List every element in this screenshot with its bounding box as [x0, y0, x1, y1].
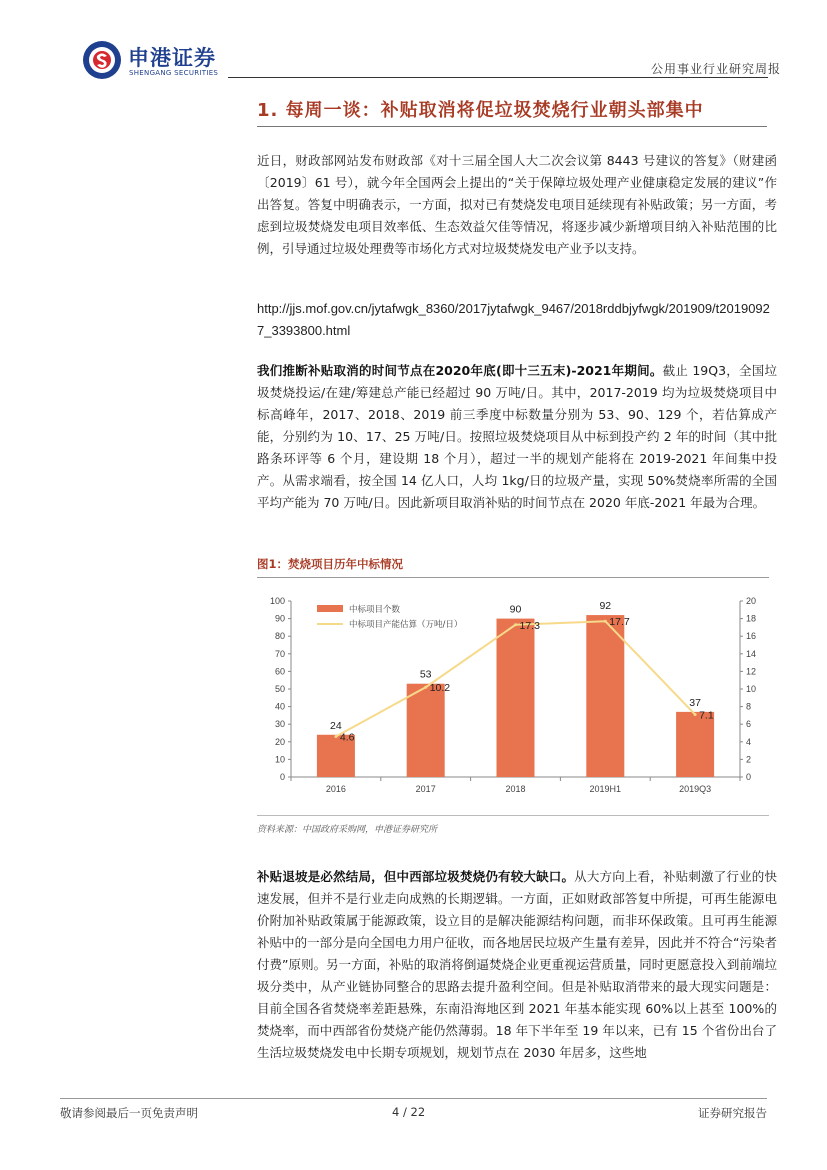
x-tick-label: 2019Q3 [679, 784, 712, 794]
brand-name-en: SHENGANG SECURITIES [129, 69, 219, 77]
left-tick-label: 40 [274, 701, 285, 712]
bar [497, 619, 535, 777]
bar-value-label: 24 [330, 719, 342, 732]
left-tick-label: 10 [274, 754, 285, 765]
right-tick-label: 4 [746, 736, 752, 747]
left-tick-label: 80 [274, 631, 285, 642]
line-point [694, 713, 697, 716]
shengang-logo-icon [82, 40, 122, 80]
report-type: 公用事业行业研究周报 [650, 62, 781, 76]
right-tick-label: 6 [746, 719, 752, 730]
line-value-label: 7.1 [699, 709, 714, 722]
bar [676, 709, 714, 777]
left-tick-label: 30 [274, 719, 285, 730]
figure-source: 资料来源：中国政府采购网，申港证券研究所 [257, 825, 438, 835]
left-tick-label: 0 [279, 772, 285, 782]
paragraph-timing [257, 360, 777, 514]
line-point [604, 620, 607, 623]
figure-divider [257, 577, 769, 578]
left-tick-label: 50 [274, 684, 285, 694]
legend-bar-swatch [317, 605, 343, 612]
x-tick-label: 2019H1 [589, 784, 622, 794]
right-tick-label: 2 [746, 754, 752, 765]
line-value-label: 17.7 [609, 616, 630, 629]
footer-divider [60, 1098, 767, 1099]
line-value-label: 17.3 [519, 619, 540, 632]
x-tick-label: 2018 [505, 784, 526, 794]
legend-line-label: 中标项目产能估算（万吨/日） [349, 620, 463, 630]
right-tick-label: 18 [746, 613, 757, 624]
line-point [334, 735, 337, 738]
x-tick-label: 2017 [415, 784, 436, 794]
paragraph-subsidy [257, 866, 777, 1064]
line-value-label: 4.6 [339, 731, 355, 744]
right-tick-label: 0 [746, 772, 752, 782]
section-title: 1. 每周一谈：补贴取消将促垃圾焚烧行业朝头部集中 [257, 100, 704, 121]
bar-value-label: 53 [419, 668, 432, 681]
bar-value-label: 90 [509, 603, 522, 616]
left-tick-label: 100 [269, 596, 285, 606]
paragraph-timing-lead: 我们推断补贴取消的时间节点在2020年底(即十三五末)-2021年期间。 [257, 363, 663, 378]
left-tick-label: 60 [274, 666, 285, 677]
right-tick-label: 12 [746, 666, 757, 677]
paragraph-intro: 近日，财政部网站发布财政部《对十三届全国人大二次会议第 8443 号建议的答复》（财建函〔2019〕61 号），就今年全国两会上提出的“关于保障垃圾处理产业健康稳定发展的建议”作出答复。答复中明确表示，一方面，拟对已有焚烧发电项目延续现有补贴政策；另一方面，考虑到垃圾焚烧发电项目效率低、生态效益欠佳等情况，将逐步减少新增项目纳入补贴范围的比例，引导通过垃圾处理费等市场化方式对垃圾焚烧发电产业予以支持。 [257, 153, 777, 256]
bid-projects-chart [257, 588, 769, 810]
bar-value-label: 92 [599, 600, 612, 613]
brand-name: 申港证券 [128, 46, 216, 70]
right-tick-label: 8 [746, 701, 752, 712]
bar [586, 615, 624, 777]
left-tick-label: 70 [274, 648, 285, 659]
x-tick-label: 2016 [325, 784, 346, 794]
source-url: http://jjs.mof.gov.cn/jytafwgk_8360/2017jytafwgk_9467/2018rddbjyfwgk/201909/t20190927_3393800.html [257, 301, 770, 338]
line-value-label: 10.2 [429, 682, 451, 695]
figure-bottom-divider [257, 815, 769, 816]
right-tick-label: 14 [746, 648, 757, 659]
paragraph-timing-body: 截止 19Q3，全国垃圾焚烧投运/在建/筹建总产能已经超过 90 万吨/日。其中，2017-2019 均为垃圾焚烧项目中标高峰年，2017、2018、2019 前三季度中标数量分别为 53、90、129 个，若估算成产能，分别约为 10、17、25 万吨/日。按照垃圾焚烧项目从中标到投产约 2 年的时间（其中批路条环评等 6 个月，建设期 18 个月），超过一半的规划产能将在 2019-2021 年间集中投产。从需求端看，按全国 14 亿人口，人均 1kg/日的垃圾产量，实现 50%焚烧率所需的全国平均产能为 70 万吨/日。因此新项目取消补贴的时间节点在 2020 年底-2021 年最为合理。 [257, 363, 778, 510]
report-label: 证券研究报告 [698, 1106, 767, 1120]
paragraph-subsidy-body: 从大方向上看，补贴刺激了行业的快速发展，但并不是行业走向成熟的长期逻辑。一方面，正如财政部答复中所提，可再生能源电价附加补贴政策属于能源政策，设立目的是解决能源结构问题，而非环保政策。且可再生能源补贴中的一部分是向全国电力用户征收，而各地居民垃圾产生量有差异，因此并不符合“污染者付费”原则。另一方面，补贴的取消将倒逼焚烧企业更重视运营质量，同时更愿意投入到前端垃圾分类中，从产业链协同整合的思路去提升盈利空间。但是补贴取消带来的最大现实问题是：目前全国各省焚烧率差距悬殊，东南沿海地区到 2021 年基本能实现 60%以上甚至 100%的焚烧率，而中西部省份焚烧产能仍然薄弱。18 年下半年至 19 年以来，已有 15 个省份出台了生活垃圾焚烧发电中长期专项规划，规划节点在 2030 年居多，这些地 [257, 869, 777, 1060]
line-point [424, 686, 427, 689]
bar-value-label: 37 [689, 696, 701, 709]
line-point [514, 623, 517, 626]
page-number: 4 / 22 [392, 1105, 426, 1119]
paragraph-subsidy-lead: 补贴退坡是必然结局，但中西部垃圾焚烧仍有较大缺口。 [257, 869, 575, 884]
bar [407, 684, 445, 777]
left-tick-label: 20 [274, 736, 285, 747]
title-divider [257, 126, 767, 127]
left-tick-label: 90 [274, 613, 285, 624]
right-tick-label: 20 [746, 596, 757, 606]
legend-bar-label: 中标项目个数 [349, 605, 401, 615]
disclaimer-note: 敬请参阅最后一页免责声明 [60, 1106, 198, 1120]
right-tick-label: 16 [746, 631, 757, 642]
header-divider [228, 77, 768, 78]
figure-title: 图1：焚烧项目历年中标情况 [257, 557, 404, 571]
right-tick-label: 10 [746, 684, 757, 694]
